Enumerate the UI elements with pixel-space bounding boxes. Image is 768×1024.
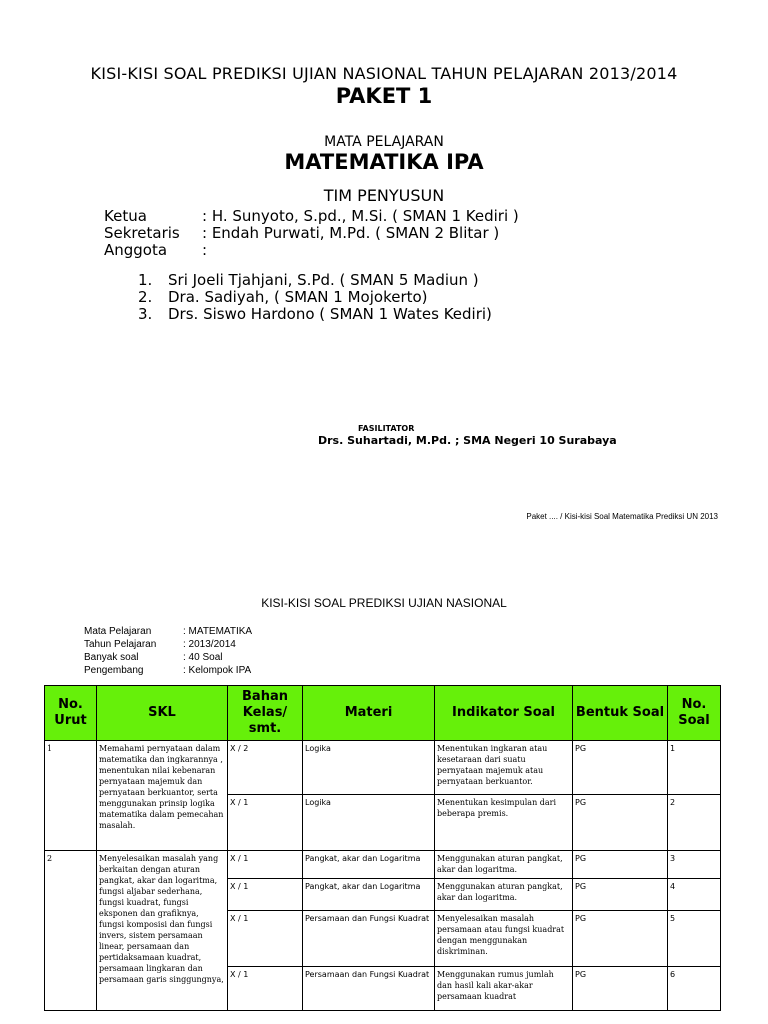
cell-indikator: Menentukan ingkaran atau kesetaraan dari suatu pernyataan majemuk atau pernyataan berkuantor.: [435, 741, 573, 795]
col-header-bentuk-soal: Bentuk Soal: [573, 686, 668, 741]
cell-materi: Persamaan dan Fungsi Kuadrat: [303, 967, 435, 1011]
anggota-value: :: [202, 241, 208, 259]
cell-no-urut: 1: [45, 741, 97, 851]
col-header-materi: Materi: [303, 686, 435, 741]
section-title: KISI-KISI SOAL PREDIKSI UJIAN NASIONAL: [261, 596, 507, 610]
ketua-value: : H. Sunyoto, S.pd., M.Si. ( SMAN 1 Kediri ): [202, 207, 519, 225]
cell-indikator: Menggunakan rumus jumlah dan hasil kali akar-akar persamaan kuadrat: [435, 967, 573, 1011]
info-value: : Kelompok IPA: [183, 665, 252, 676]
cell-kelas: X / 1: [228, 967, 303, 1011]
member-item: [138, 288, 428, 306]
ketua-label: Ketua: [104, 207, 147, 225]
sekretaris-row: [104, 224, 499, 242]
cell-bentuk: PG: [573, 911, 668, 967]
cell-kelas: X / 2: [228, 741, 303, 795]
info-row: [84, 652, 222, 663]
member-name: Dra. Sadiyah, ( SMAN 1 Mojokerto): [168, 288, 428, 306]
cell-bentuk: PG: [573, 851, 668, 879]
cell-bentuk: PG: [573, 967, 668, 1011]
member-name: Sri Joeli Tjahjani, S.Pd. ( SMAN 5 Madiun ): [168, 271, 479, 289]
ketua-row: [104, 207, 519, 225]
info-label: Mata Pelajaran: [84, 626, 152, 637]
info-value: : 2013/2014: [183, 639, 236, 650]
cell-materi: Pangkat, akar dan Logaritma: [303, 851, 435, 879]
cell-no-soal: 2: [668, 795, 721, 851]
col-header-skl: SKL: [97, 686, 228, 741]
sekretaris-value: : Endah Purwati, M.Pd. ( SMAN 2 Blitar ): [202, 224, 500, 242]
kisi-kisi-table: [44, 685, 721, 1011]
info-value: : 40 Soal: [183, 652, 223, 663]
anggota-label: Anggota: [104, 241, 168, 259]
cell-indikator: Menentukan kesimpulan dari beberapa premis.: [435, 795, 573, 851]
info-label: Banyak soal: [84, 652, 139, 663]
member-number: 1.: [138, 271, 153, 289]
cell-kelas: X / 1: [228, 851, 303, 879]
mapel-title: MATEMATIKA IPA: [284, 150, 484, 174]
mapel-label: MATA PELAJARAN: [324, 134, 444, 150]
info-label: Tahun Pelajaran: [84, 639, 157, 650]
info-row: [84, 665, 251, 676]
cell-indikator: Menggunakan aturan pangkat, akar dan logaritma.: [435, 879, 573, 911]
member-number: 2.: [138, 288, 153, 306]
tim-penyusun-label: TIM PENYUSUN: [323, 186, 445, 205]
col-header-no-soal: No. Soal: [668, 686, 721, 741]
cell-no-soal: 4: [668, 879, 721, 911]
cell-materi: Pangkat, akar dan Logaritma: [303, 879, 435, 911]
member-item: [138, 271, 479, 289]
cell-indikator: Menyelesaikan masalah persamaan atau fungsi kuadrat dengan menggunakan diskriminan.: [435, 911, 573, 967]
info-row: [84, 626, 252, 637]
sekretaris-label: Sekretaris: [104, 224, 180, 242]
info-value: : MATEMATIKA: [183, 626, 253, 637]
member-number: 3.: [138, 305, 153, 323]
member-item: [138, 305, 492, 323]
cell-bentuk: PG: [573, 879, 668, 911]
info-label: Pengembang: [84, 665, 144, 676]
cell-kelas: X / 1: [228, 795, 303, 851]
col-header-bahan-kelas: Bahan Kelas/ smt.: [228, 686, 303, 741]
cell-no-soal: 6: [668, 967, 721, 1011]
cell-skl: Menyelesaikan masalah yang berkaitan dengan aturan pangkat, akar dan logaritma, fungsi aljabar sederhana, fungsi kuadrat, fungsi eksponen dan grafiknya, fungsi komposisi dan fungsi invers, sistem persamaan linear, persamaan dan pertidaksamaan kuadrat, persamaan lingkaran dan persamaan garis singgungnya,: [97, 851, 228, 1011]
cell-materi: Persamaan dan Fungsi Kuadrat: [303, 911, 435, 967]
table-row: [45, 741, 721, 795]
cell-materi: Logika: [303, 741, 435, 795]
fasilitator-label: FASILITATOR: [358, 424, 415, 433]
member-name: Drs. Siswo Hardono ( SMAN 1 Wates Kediri): [168, 305, 492, 323]
cell-skl: Memahami pernyataan dalam matematika dan ingkarannya , menentukan nilai kebenaran pernyataan majemuk dan pernyataan berkuantor, serta menggunakan prinsip logika matematika dalam pemecahan masalah.: [97, 741, 228, 851]
cell-kelas: X / 1: [228, 911, 303, 967]
document-title: KISI-KISI SOAL PREDIKSI UJIAN NASIONAL TAHUN PELAJARAN 2013/2014: [90, 64, 678, 83]
cell-no-soal: 5: [668, 911, 721, 967]
cell-kelas: X / 1: [228, 879, 303, 911]
cell-indikator: Menggunakan aturan pangkat, akar dan logaritma.: [435, 851, 573, 879]
cell-no-soal: 1: [668, 741, 721, 795]
cell-no-soal: 3: [668, 851, 721, 879]
info-row: [84, 639, 236, 650]
cell-no-urut: 2: [45, 851, 97, 1011]
col-header-no-urut: No. Urut: [45, 686, 97, 741]
cell-bentuk: PG: [573, 741, 668, 795]
anggota-row: [104, 241, 207, 259]
table-header-row: [45, 686, 721, 741]
paket-title: PAKET 1: [335, 84, 433, 108]
page-footer-note: Paket .... / Kisi-kisi Soal Matematika Prediksi UN 2013: [526, 512, 718, 521]
cell-materi: Logika: [303, 795, 435, 851]
cell-bentuk: PG: [573, 795, 668, 851]
col-header-indikator: Indikator Soal: [435, 686, 573, 741]
table-row: [45, 851, 721, 879]
fasilitator-name: Drs. Suhartadi, M.Pd. ; SMA Negeri 10 Surabaya: [318, 434, 617, 447]
